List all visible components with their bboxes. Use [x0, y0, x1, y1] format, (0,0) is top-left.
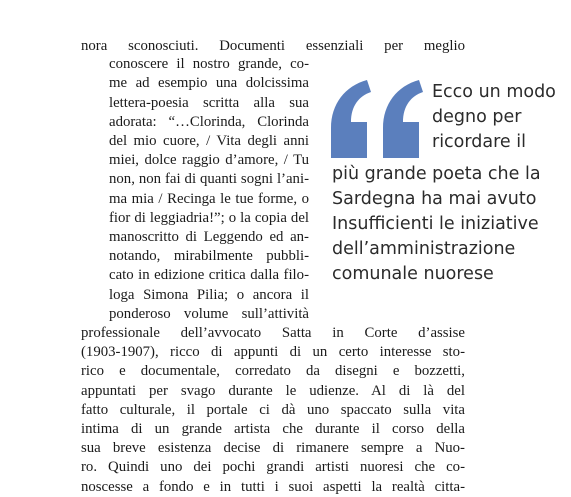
article-line: notando, mirabilmente pubbli-	[109, 248, 309, 265]
article-line: manoscritto di Leggendo ed an-	[109, 229, 309, 245]
article-line: ponderoso volume sull’attività	[109, 305, 309, 322]
pull-quote-line: Sardegna ha mai avuto	[332, 189, 537, 209]
article-line: appuntati per svago durante le udienze. Al di là del	[81, 382, 465, 399]
pull-quote-line: ricordare il	[432, 132, 526, 152]
article-line: miei, dolce raggio d’amore, / Tu	[109, 152, 309, 169]
pull-quote-line: più grande poeta che la	[332, 164, 541, 184]
article-line: noscesse a fondo e in tutti i suoi aspetti la realtà citta-	[81, 478, 465, 495]
article-line: nora sconosciuti. Documenti essenziali per meglio	[81, 38, 465, 54]
article-line: non, non fai di quanti sogni l’ani-	[109, 171, 309, 188]
article-line: loga Simona Pilia; o ancora il	[109, 286, 309, 303]
article-line: intima di un grande artista che durante il corso della	[81, 421, 465, 437]
article-line: adorata: “…Clorinda, Clorinda	[109, 113, 309, 130]
article-line: lettera-poesia scritta alla sua	[109, 94, 309, 111]
article-line: professionale dell’avvocato Satta in Corte d’assise	[81, 325, 465, 341]
article-line: ro. Quindi uno dei pochi grandi artisti nuoresi che co-	[81, 459, 465, 476]
article-line: sua breve esistenza decise di rimanere sempre a Nuo-	[81, 440, 465, 457]
pull-quote-line: degno per	[432, 107, 522, 127]
pull-quote-line: Insufficienti le iniziative	[332, 214, 539, 234]
article-line: rico e documentale, corredato da disegni e bozzetti,	[81, 363, 465, 380]
pull-quote-line: comunale nuorese	[332, 264, 494, 284]
open-double-quote-icon	[327, 80, 423, 158]
article-line: cato in edizione critica dalla filo-	[109, 267, 309, 284]
article-line: conoscere il nostro grande, co-	[109, 56, 309, 73]
article-line: me ad esempio una dolcissima	[109, 75, 309, 92]
pull-quote-line: dell’amministrazione	[332, 239, 516, 259]
pull-quote-line: Ecco un modo	[432, 82, 556, 102]
article-line: ma mia / Recinga le tue forme, o	[109, 190, 309, 207]
article-line: (1903-1907), ricco di appunti di un certo interesse sto-	[81, 344, 465, 361]
article-line: fatto culturale, il portale ci dà uno spaccato sulla vita	[81, 401, 465, 418]
article-line: del mio cuore, / Vita degli anni	[109, 133, 309, 149]
article-line: fior di leggiadria!”; o la copia del	[109, 209, 309, 226]
